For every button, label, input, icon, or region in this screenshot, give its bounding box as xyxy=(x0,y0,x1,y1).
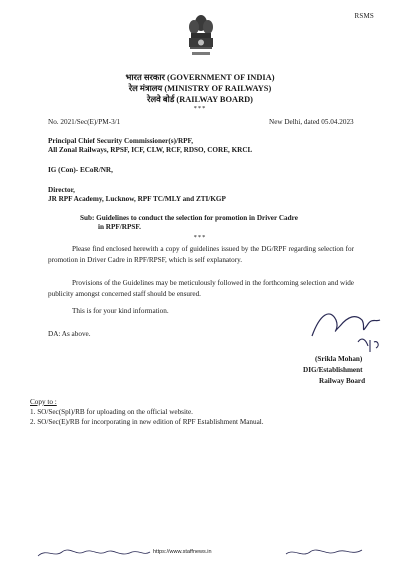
body-paragraph-2: Provisions of the Guidelines may be meticulously followed in the forthcoming selection and wide publicity amongst concerned staff should be ensured. xyxy=(48,279,354,298)
header-ministry: रेल मंत्रालय (MINISTRY OF RAILWAYS) xyxy=(128,84,272,93)
subject-line-1: Sub: Guidelines to conduct the selection for promotion in Driver Cadre xyxy=(80,214,298,222)
addressee-line-2: All Zonal Railways, RPSF, ICF, CLW, RCF, RDSO, CORE, KRCL xyxy=(48,146,253,154)
addressee-line-5: JR RPF Academy, Lucknow, RPF TC/MLY and ZTI/KGP xyxy=(48,195,226,203)
watermark-url: https://www.staffnews.in xyxy=(153,549,212,555)
addressee-line-1: Principal Chief Security Commissioner(s)/RPF, xyxy=(48,137,194,145)
header-government: भारत सरकार (GOVERNMENT OF INDIA) xyxy=(125,73,275,82)
signatory-designation: DIG/Establishment xyxy=(303,366,363,374)
subject-line-2: in RPF/RPSF. xyxy=(98,223,141,231)
addressee-line-4: Director, xyxy=(48,186,75,194)
header-stars: *** xyxy=(193,105,207,112)
addressee-line-3: IG (Con)- ECoR/NR, xyxy=(48,166,113,174)
subject-stars: *** xyxy=(193,234,207,241)
dateline: New Delhi, dated 05.04.2023 xyxy=(269,118,354,126)
national-emblem-icon xyxy=(186,13,216,68)
enclosure-note: DA: As above. xyxy=(48,330,91,338)
signatory-name: (Srikla Mohan) xyxy=(315,355,363,363)
corner-mark: RSMS xyxy=(354,12,374,20)
copy-to-label: Copy to : xyxy=(30,398,57,406)
copy-to-item-2: 2. SO/Sec(E)/RB for incorporating in new edition of RPF Establishment Manual. xyxy=(30,418,264,426)
copy-to-item-1: 1. SO/Sec(Spl)/RB for uploading on the official website. xyxy=(30,408,193,416)
header-board: रेलवे बोर्ड (RAILWAY BOARD) xyxy=(147,95,253,104)
signature-mark xyxy=(306,296,386,356)
body-paragraph-1: Please find enclosed herewith a copy of guidelines issued by the DG/RPF regarding selection for promotion in Driver Cadre in RPF/RPSF, which is self explanatory. xyxy=(48,245,354,264)
body-paragraph-3: This is for your kind information. xyxy=(72,307,169,315)
reference-number: No. 2021/Sec(E)/PM-3/1 xyxy=(48,118,121,126)
signatory-office: Railway Board xyxy=(319,377,366,385)
